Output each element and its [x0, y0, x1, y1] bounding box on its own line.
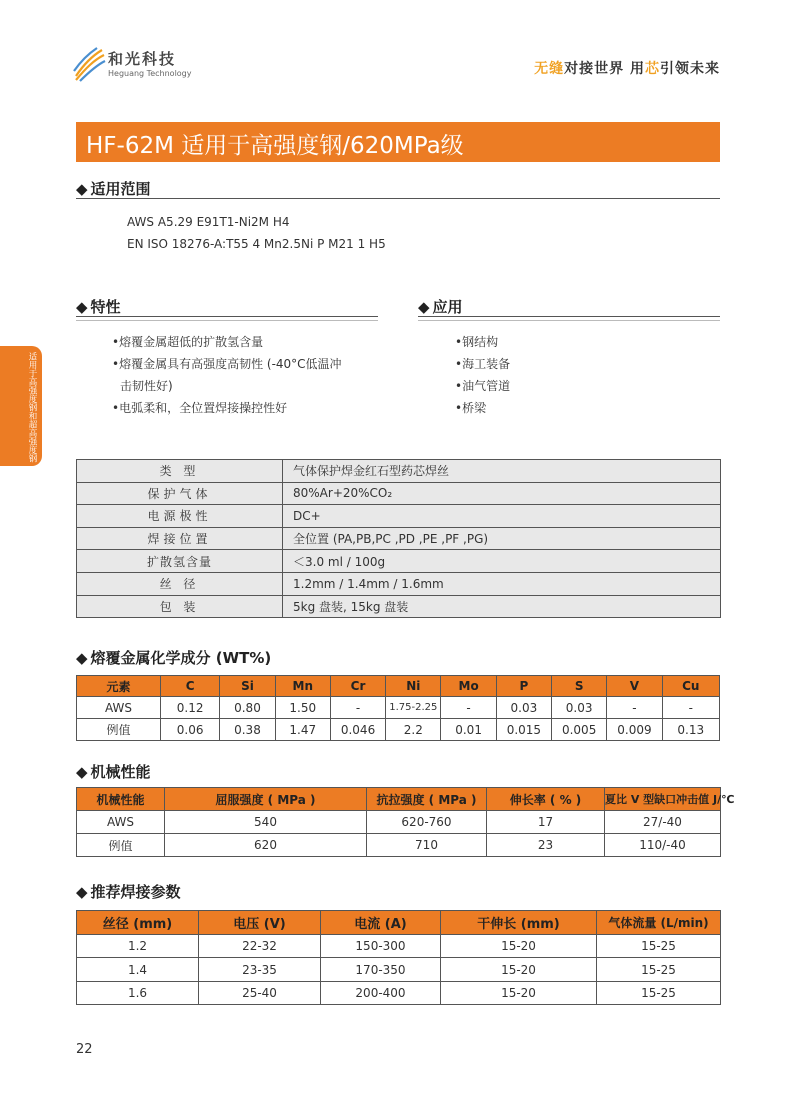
column-header: V [607, 676, 662, 697]
table-header-row [77, 676, 720, 697]
table-cell: 0.80 [220, 697, 275, 719]
diamond-bullet-icon: ◆ [76, 180, 88, 198]
table-cell: 0.13 [662, 719, 719, 741]
column-header: 丝径 (mm) [77, 911, 199, 935]
divider [76, 198, 720, 199]
table-cell: 620 [165, 834, 367, 857]
column-header: Cr [330, 676, 385, 697]
table-cell: 0.03 [496, 697, 551, 719]
table-cell: 110/-40 [605, 834, 721, 857]
table-cell: 0.046 [330, 719, 385, 741]
scope-line: AWS A5.29 E91T1-Ni2M H4 [127, 215, 290, 229]
table-row [77, 482, 721, 505]
application-item: •钢结构 [455, 335, 499, 349]
scope-line: EN ISO 18276-A:T55 4 Mn2.5Ni P M21 1 H5 [127, 237, 386, 251]
spec-value: DC+ [283, 505, 721, 528]
scope-heading: ◆ 适用范围 [76, 180, 151, 198]
column-header: 抗拉强度 ( MPa ) [367, 788, 487, 811]
spec-value: ＜3.0 ml / 100g [283, 550, 721, 573]
table-row [77, 595, 721, 618]
diamond-bullet-icon: ◆ [76, 649, 88, 667]
table-cell: 17 [487, 811, 605, 834]
table-cell: 0.005 [552, 719, 607, 741]
table-row [77, 719, 720, 741]
table-cell: 0.06 [160, 719, 219, 741]
spec-label: 包 装 [77, 595, 283, 618]
title-bar [76, 122, 720, 162]
divider [76, 316, 378, 317]
spec-label: 保护气体 [77, 482, 283, 505]
spec-value: 80%Ar+20%CO₂ [283, 482, 721, 505]
table-cell: 例值 [77, 719, 161, 741]
table-cell: 15-25 [597, 935, 721, 958]
table-row [77, 550, 721, 573]
divider [418, 320, 720, 321]
table-cell: 1.47 [275, 719, 330, 741]
table-row [77, 697, 720, 719]
applications-heading: ◆ 应用 [418, 298, 463, 316]
table-header-row [77, 911, 721, 935]
side-tab-label: 适用于高强度钢和超高强度钢 [27, 352, 37, 463]
diamond-bullet-icon: ◆ [418, 298, 430, 316]
mech-table [76, 787, 735, 857]
table-cell: 0.38 [220, 719, 275, 741]
table-cell: 15-20 [441, 981, 597, 1004]
table-cell: 170-350 [321, 958, 441, 981]
features-heading: ◆ 特性 [76, 298, 121, 316]
company-logo [72, 44, 202, 86]
table-row [77, 981, 721, 1004]
table-cell: AWS [77, 697, 161, 719]
spec-label: 扩散氢含量 [77, 550, 283, 573]
logo-mark-icon [72, 46, 106, 82]
table-cell: 23-35 [199, 958, 321, 981]
table-row [77, 811, 721, 834]
table-row [77, 935, 721, 958]
feature-item: •电弧柔和，全位置焊接操控性好 [112, 401, 288, 415]
table-cell: 0.015 [496, 719, 551, 741]
column-header: P [496, 676, 551, 697]
application-item: •桥梁 [455, 401, 487, 415]
table-cell: 15-25 [597, 981, 721, 1004]
table-cell: 540 [165, 811, 367, 834]
spec-table [76, 459, 721, 618]
brand-name-cn: 和光科技 [108, 50, 177, 68]
column-header: 伸长率 ( % ) [487, 788, 605, 811]
slogan-part-4: 引领未来 [660, 61, 720, 77]
side-category-tab [0, 346, 42, 466]
table-row [77, 958, 721, 981]
column-header: 机械性能 [77, 788, 165, 811]
column-header: 夏比 V 型缺口冲击值 J/℃ [605, 788, 721, 811]
column-header: 电流 (A) [321, 911, 441, 935]
table-cell: 1.2 [77, 935, 199, 958]
table-cell: - [330, 697, 385, 719]
weld-table [76, 910, 721, 1005]
divider [76, 320, 378, 321]
table-cell: AWS [77, 811, 165, 834]
table-cell: 15-20 [441, 935, 597, 958]
table-cell: - [662, 697, 719, 719]
table-cell: 1.50 [275, 697, 330, 719]
column-header: S [552, 676, 607, 697]
table-cell: 22-32 [199, 935, 321, 958]
column-header: 气体流量 (L/min) [597, 911, 721, 935]
table-row [77, 460, 721, 483]
table-row [77, 527, 721, 550]
diamond-bullet-icon: ◆ [76, 883, 88, 901]
table-cell: 200-400 [321, 981, 441, 1004]
spec-value: 5kg 盘装, 15kg 盘装 [283, 595, 721, 618]
table-row [77, 834, 721, 857]
spec-value: 气体保护焊金红石型药芯焊丝 [283, 460, 721, 483]
table-cell: 620-760 [367, 811, 487, 834]
spec-value: 1.2mm / 1.4mm / 1.6mm [283, 572, 721, 595]
table-cell: 15-25 [597, 958, 721, 981]
chem-table [76, 675, 720, 741]
table-row [77, 505, 721, 528]
feature-item: •熔覆金属具有高强度高韧性 (-40°C低温冲 [112, 357, 342, 371]
column-header: Si [220, 676, 275, 697]
chem-heading: ◆ 熔覆金属化学成分 (WT%) [76, 649, 272, 667]
column-header: Ni [386, 676, 441, 697]
table-cell: 1.6 [77, 981, 199, 1004]
table-cell: 25-40 [199, 981, 321, 1004]
diamond-bullet-icon: ◆ [76, 763, 88, 781]
table-row [77, 572, 721, 595]
feature-item: •熔覆金属超低的扩散氢含量 [112, 335, 264, 349]
weld-heading: ◆ 推荐焊接参数 [76, 883, 181, 901]
table-cell: 23 [487, 834, 605, 857]
table-header-row [77, 788, 721, 811]
column-header: Mn [275, 676, 330, 697]
column-header: 电压 (V) [199, 911, 321, 935]
table-cell: 15-20 [441, 958, 597, 981]
table-cell: - [607, 697, 662, 719]
spec-label: 焊接位置 [77, 527, 283, 550]
spec-value: 全位置 (PA,PB,PC ,PD ,PE ,PF ,PG) [283, 527, 721, 550]
slogan-part-1: 无缝 [534, 61, 565, 77]
slogan-part-2: 对接世界 用 [564, 61, 645, 77]
page-number: 22 [76, 1042, 93, 1057]
mech-heading: ◆ 机械性能 [76, 763, 151, 781]
application-item: •油气管道 [455, 379, 511, 393]
table-cell: 例值 [77, 834, 165, 857]
table-cell: 0.01 [441, 719, 496, 741]
page-title: HF-62M 适用于高强度钢/620MPa级 [86, 133, 464, 159]
column-header: 干伸长 (mm) [441, 911, 597, 935]
column-header: 屈服强度 ( MPa ) [165, 788, 367, 811]
slogan [534, 58, 720, 78]
table-cell: 1.4 [77, 958, 199, 981]
spec-label: 类 型 [77, 460, 283, 483]
column-header: Mo [441, 676, 496, 697]
table-cell: 150-300 [321, 935, 441, 958]
application-item: •海工装备 [455, 357, 511, 371]
column-header: 元素 [77, 676, 161, 697]
table-cell: 710 [367, 834, 487, 857]
table-cell: 0.12 [160, 697, 219, 719]
table-cell: 2.2 [386, 719, 441, 741]
column-header: C [160, 676, 219, 697]
spec-label: 电源极性 [77, 505, 283, 528]
feature-item: 击韧性好) [120, 379, 173, 393]
table-cell: 1.75-2.25 [386, 697, 441, 719]
table-cell: 27/-40 [605, 811, 721, 834]
table-cell: 0.009 [607, 719, 662, 741]
spec-label: 丝 径 [77, 572, 283, 595]
diamond-bullet-icon: ◆ [76, 298, 88, 316]
table-cell: - [441, 697, 496, 719]
table-cell: 0.03 [552, 697, 607, 719]
column-header: Cu [662, 676, 719, 697]
slogan-part-3: 芯 [645, 61, 660, 77]
brand-name-en: Heguang Technology [108, 69, 192, 78]
divider [418, 316, 720, 317]
